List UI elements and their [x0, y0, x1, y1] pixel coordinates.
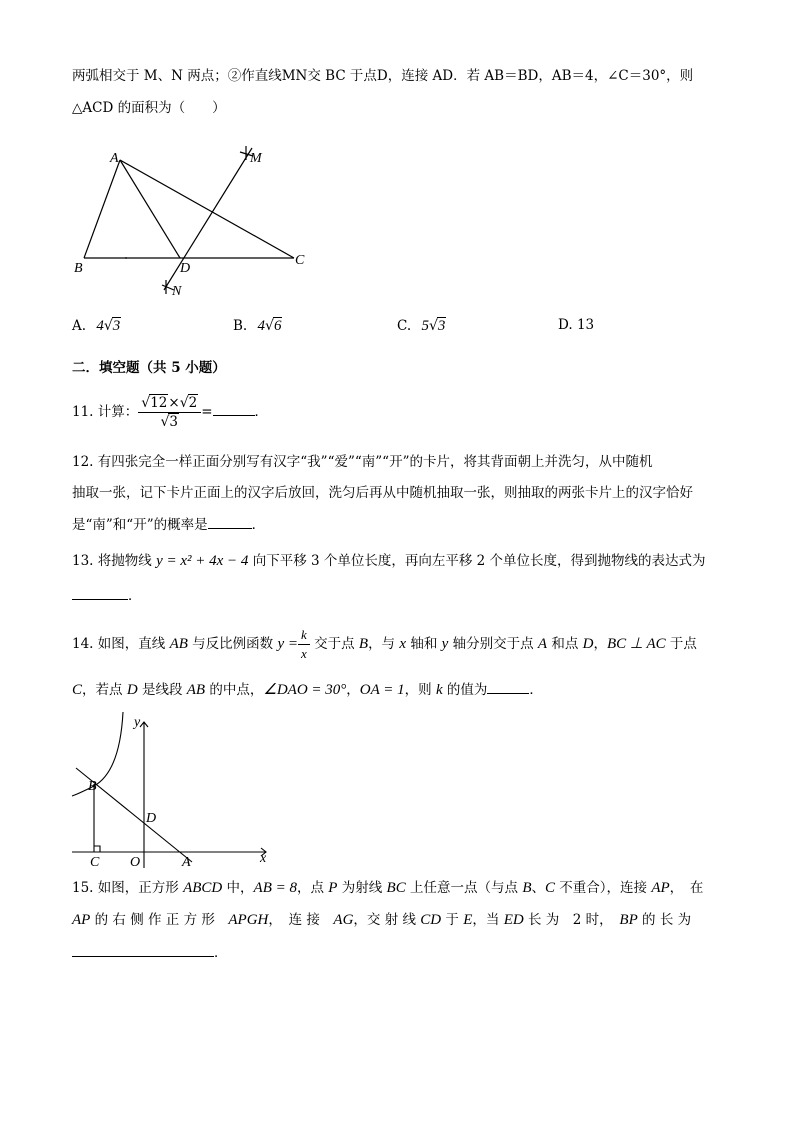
- q14-label-B: B: [88, 779, 97, 794]
- q10-text-line1: 两弧相交于 M、N 两点；②作直线MN交 BC 于点D，连接 AD．若 AB＝BD，AB＝4，∠C＝30°，则: [72, 68, 694, 84]
- q12-end-text: ．: [251, 517, 266, 533]
- q11-num-text: 12: [150, 395, 168, 411]
- q15-l2-f-text: 长 为 2 时，: [523, 912, 620, 928]
- q10-option-a[interactable]: A. 4√3: [72, 318, 121, 334]
- q11-number-text: 11.: [72, 404, 94, 420]
- q12-answer-blank[interactable]: [208, 514, 252, 529]
- q15-l1-abcd-text: ABCD: [183, 880, 223, 896]
- q10-options-2-coef-text: 5: [421, 318, 429, 334]
- q14-answer-blank[interactable]: [487, 679, 529, 694]
- q10-options-0-coef-text: 4: [96, 318, 104, 334]
- q11-num2-text: 2: [188, 395, 198, 411]
- q14-l2-C-text: C: [72, 682, 83, 698]
- q14-label-A: A: [182, 855, 191, 870]
- q14-ab-text: AB: [169, 636, 188, 652]
- q15-l1-h-text: ， 在: [669, 880, 704, 896]
- q10-options-1-radicand-text: 6: [273, 318, 282, 334]
- q12-line2: 抽取一张，记下卡片正面上的汉字后放回，洗匀后再从中随机抽取一张，则抽取的两张卡片上的汉字恰好: [72, 485, 693, 501]
- q14-p8-text: ，: [593, 636, 607, 652]
- q14-p9-text: 于点: [665, 636, 697, 652]
- q14-l2-OA-text: OA = 1: [359, 682, 405, 698]
- q14-D-text: D: [582, 636, 594, 652]
- q15-l1-c-text: ，点: [296, 880, 329, 896]
- q15-l2-E-text: E: [463, 912, 473, 928]
- q10-options-3-text-text: 13: [576, 317, 595, 333]
- q14-l2-AB-text: AB: [186, 682, 206, 698]
- section-fill-in-title: 二．填空题（共 5 小题）: [72, 360, 226, 376]
- q11-end-text: ．: [254, 404, 269, 420]
- q15-l1-d-text: 为射线: [337, 880, 387, 896]
- q14-line1: [72, 626, 697, 663]
- q14-xaxis-text: x: [399, 636, 407, 652]
- q13-line2: [72, 585, 142, 606]
- q11-answer-blank[interactable]: [213, 401, 255, 416]
- q15-l1-BC-text: BC: [386, 880, 406, 896]
- q15-end-text: ．: [214, 945, 228, 961]
- q14-line2: [72, 679, 543, 700]
- q14-k-text: k: [298, 626, 310, 645]
- q13-prefix-text: 13. 将抛物线: [72, 553, 157, 569]
- q14-coordinate-figure: [66, 710, 281, 870]
- q11-fraction: $\frac{√12\times√2}{√3}$: [138, 394, 201, 431]
- q15-answer-blank[interactable]: [72, 942, 214, 957]
- q11-equals-text: =: [201, 404, 213, 420]
- q14-label-y: y: [134, 715, 141, 730]
- q10-options-0-radicand-text: 3: [112, 318, 121, 334]
- q14-label-O: O: [130, 855, 141, 870]
- q15-l1-e-text: 上任意一点（与点: [405, 880, 523, 896]
- q14-label-x: x: [260, 851, 267, 866]
- q15-l2-AG-text: AG: [333, 912, 354, 928]
- q15-l2-AP-text: AP: [72, 912, 91, 928]
- q10-options-2-label-text: C.: [397, 318, 412, 334]
- q10-text-line2: △ACD 的面积为（ ）: [72, 100, 226, 116]
- q13-end-text: ．: [128, 588, 142, 604]
- q10-label-A: A: [110, 151, 119, 166]
- q15-l2-g-text: 的 长 为: [637, 912, 692, 928]
- q11-den-text: 3: [169, 414, 178, 430]
- q14-l2-e-text: ，则: [404, 682, 436, 698]
- q15-l1-C-text: C: [544, 880, 555, 896]
- q15-line2: [72, 910, 691, 930]
- q10-options-0-label-text: A.: [72, 318, 87, 334]
- q14-l2-f-text: 的值为: [442, 682, 488, 698]
- q15-l2-apgh-text: APGH: [228, 912, 269, 928]
- q13-suffix-text: 向下平移 3 个单位长度，再向左平移 2 个单位长度，得到抛物线的表达式为: [248, 553, 706, 569]
- q15-l2-BP-text: BP: [619, 912, 638, 928]
- q15-l1-ab8-text: AB = 8: [253, 880, 297, 896]
- q14-l2-d-text: ，: [346, 682, 360, 698]
- q15-l2-b-text: ， 连 接: [268, 912, 334, 928]
- q14-p7-text: 和点: [547, 636, 583, 652]
- q10-label-D: D: [180, 261, 191, 276]
- q10-options-2-radicand-text: 3: [437, 318, 446, 334]
- q15-l1-f-text: 、: [531, 880, 545, 896]
- q10-options-1-label-text: B.: [233, 318, 248, 334]
- q12-line3-text: 是“南”和“开”的概率是: [72, 517, 208, 533]
- q14-A-text: A: [537, 636, 548, 652]
- q15-l1-b-text: 中，: [222, 880, 254, 896]
- q14-p1-text: 14. 如图，直线: [72, 636, 170, 652]
- q15-l1-AP-text: AP: [651, 880, 670, 896]
- q10-option-b[interactable]: B. 4√6: [233, 318, 282, 334]
- q15-l1-g-text: 不重合），连接: [555, 880, 652, 896]
- q10-triangle-figure: [70, 140, 320, 305]
- q14-l2-angle-text: ∠DAO = 30°: [263, 682, 347, 698]
- q14-l2-c-text: 的中点，: [205, 682, 264, 698]
- q14-end-text: ．: [529, 682, 543, 698]
- q12-line1: 12. 有四张完全一样正面分别写有汉字“我”“爱”“南”“开”的卡片，将其背面朝上并洗匀，从中随机: [72, 454, 653, 470]
- q14-bc-perp-ac-text: BC ⊥ AC: [607, 636, 666, 652]
- q15-line1: [72, 878, 703, 898]
- q14-p2-text: 与反比例函数: [187, 636, 278, 652]
- q15-l1-P-text: P: [328, 880, 338, 896]
- q14-x-text: x: [301, 646, 307, 661]
- q14-p6-text: 轴分别交于点: [448, 636, 538, 652]
- q11-line: [72, 392, 268, 432]
- q14-B-text: B: [358, 636, 369, 652]
- q14-p4-text: ，与: [368, 636, 400, 652]
- q10-options-1-coef-text: 4: [257, 318, 266, 334]
- q15-line3: [72, 942, 228, 963]
- q14-p5-text: 轴和: [406, 636, 442, 652]
- q15-l2-e-text: ，当: [472, 912, 504, 928]
- q14-l2-D-text: D: [126, 682, 138, 698]
- q15-l2-ED-text: ED: [503, 912, 524, 928]
- q10-label-M: M: [250, 151, 262, 166]
- q15-l2-d-text: 于: [441, 912, 464, 928]
- q14-yaxis-text: y: [441, 636, 449, 652]
- q15-l2-a-text: 的 右 侧 作 正 方 形: [90, 912, 229, 928]
- q14-p3-text: 交于点: [309, 636, 359, 652]
- q11-times-text: ×: [168, 395, 180, 411]
- q10-label-B: B: [74, 261, 83, 276]
- q14-label-C: C: [90, 855, 100, 870]
- q14-l2-b-text: 是线段: [137, 682, 187, 698]
- q11-prefix-text: 计算：: [97, 404, 139, 420]
- q10-option-c[interactable]: C. 5√3: [397, 318, 446, 334]
- q14-l2-k-text: k: [435, 682, 443, 698]
- q15-l2-CD-text: CD: [420, 912, 442, 928]
- q10-label-C: C: [295, 253, 305, 268]
- q10-options-3-label-text: D.: [558, 317, 573, 333]
- q14-label-D: D: [146, 811, 157, 826]
- q15-l2-c-text: ，交 射 线: [353, 912, 421, 928]
- q13-line1: [72, 551, 706, 571]
- q10-option-d[interactable]: [558, 317, 594, 333]
- q15-l1-B-text: B: [522, 880, 532, 896]
- q14-y-eq-text: y =: [277, 636, 299, 652]
- q13-answer-blank[interactable]: [72, 585, 128, 600]
- q15-l1-a-text: 15. 如图，正方形: [72, 880, 184, 896]
- q12-line3: [72, 514, 265, 535]
- q10-label-N: N: [172, 284, 182, 299]
- q13-formula-text: y = x² + 4x − 4: [156, 553, 249, 569]
- q14-l2-a-text: ，若点: [82, 682, 127, 698]
